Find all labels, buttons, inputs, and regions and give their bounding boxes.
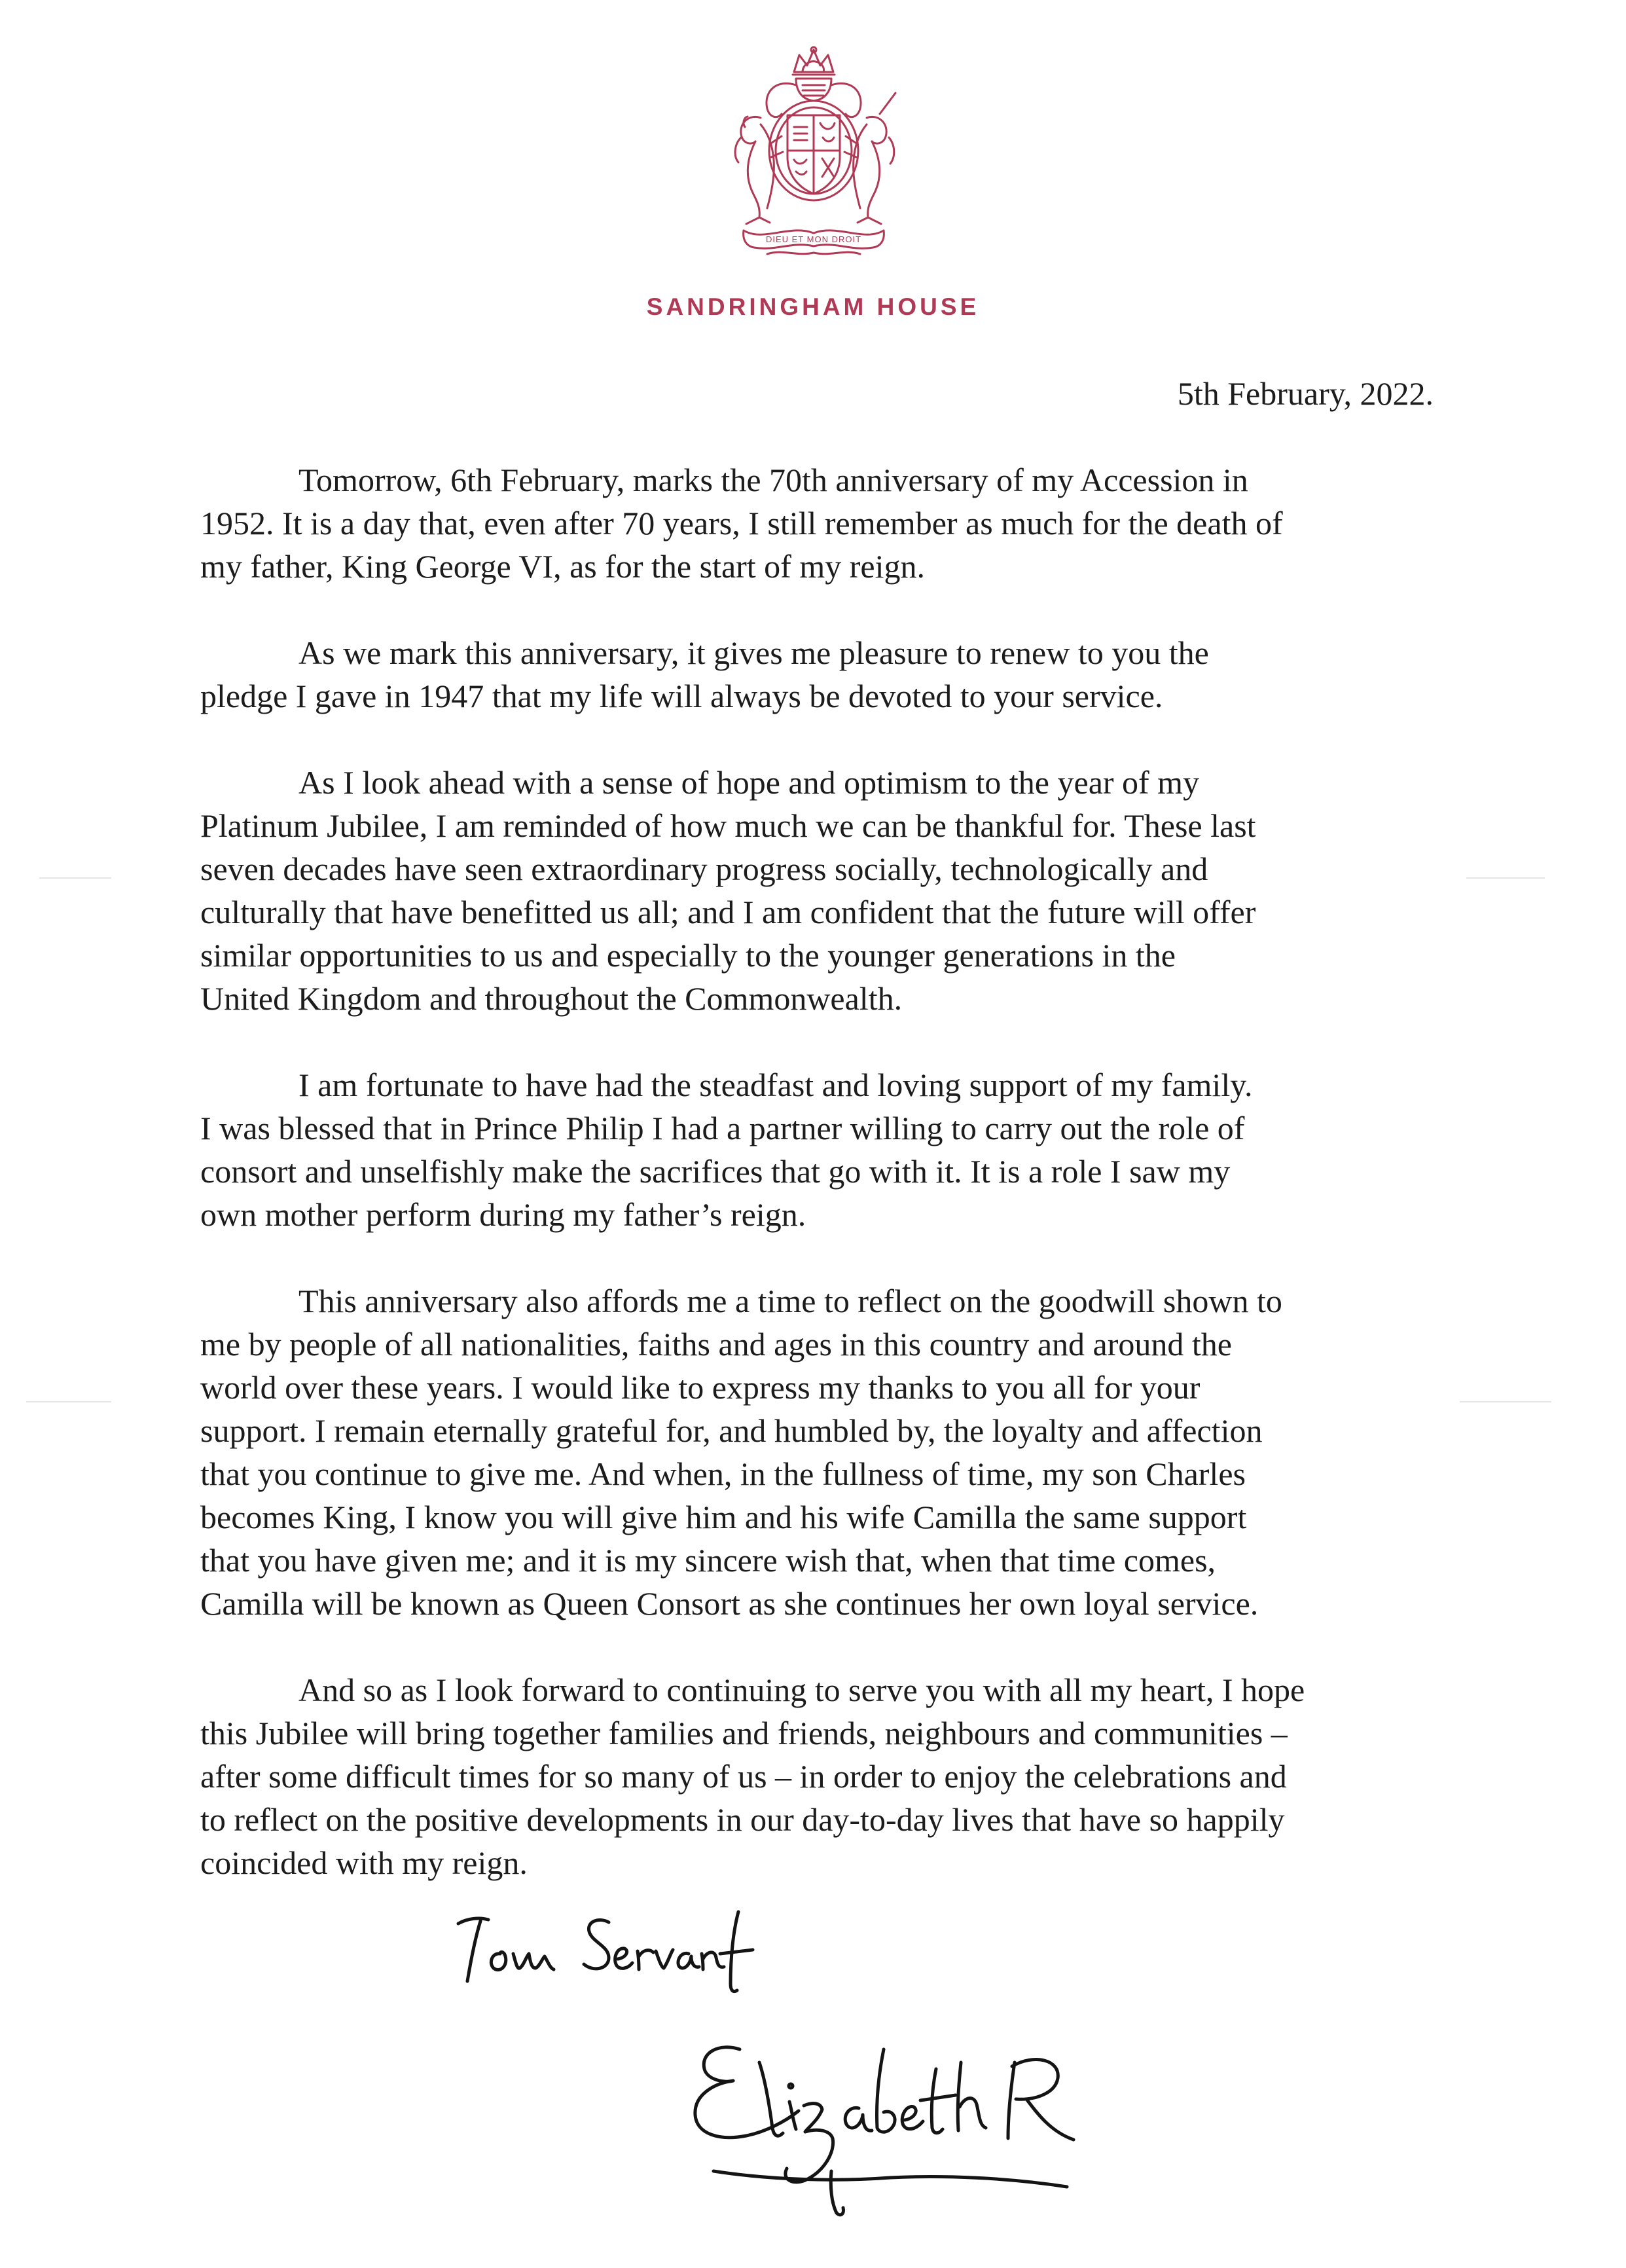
paragraph [200,458,1441,588]
body-line: becomes King, I know you will give him and his wife Camilla the same support [200,1499,1247,1535]
paragraph [200,1668,1441,1884]
body-line: Camilla will be known as Queen Consort as she continues her own loyal service. [200,1585,1259,1622]
body-line: As I look ahead with a sense of hope and optimism to the year of my [298,764,1200,801]
body-line: world over these years. I would like to express my thanks to you all for your [200,1369,1201,1406]
body-line: consort and unselfishly make the sacrifices that go with it. It is a role I saw my [200,1153,1231,1190]
body-line: this Jubilee will bring together families and friends, neighbours and communities – [200,1715,1288,1751]
body-line: my father, King George VI, as for the start of my reign. [200,548,925,585]
signature-elizabeth-r [668,2023,1126,2220]
body-line: own mother perform during my father’s reign. [200,1196,806,1233]
handwritten-closing [445,1886,838,2003]
paragraph [200,761,1441,1020]
body-line: that you continue to give me. And when, in the fullness of time, my son Charles [200,1455,1246,1492]
body-line: Platinum Jubilee, I am reminded of how much we can be thankful for. These last [200,807,1256,844]
paragraph [200,1063,1441,1236]
scan-artifact [1460,1401,1551,1402]
body-line: similar opportunities to us and especially to the younger generations in the [200,937,1176,974]
royal-crest-icon [704,46,923,262]
body-line: United Kingdom and throughout the Commonwealth. [200,980,903,1017]
letter-date: 5th February, 2022. [1177,375,1434,412]
body-line: after some difficult times for so many of us – in order to enjoy the celebrations and [200,1758,1287,1795]
paragraph [200,1279,1441,1625]
body-line: I am fortunate to have had the steadfast and loving support of my family. [298,1067,1253,1103]
scan-artifact [39,877,111,879]
body-line: me by people of all nationalities, faiths and ages in this country and around the [200,1326,1232,1363]
body-line: seven decades have seen extraordinary progress socially, technologically and [200,850,1208,887]
body-line: Tomorrow, 6th February, marks the 70th anniversary of my Accession in [298,462,1248,498]
svg-text:DIEU ET MON DROIT: DIEU ET MON DROIT [765,234,862,244]
body-line: coincided with my reign. [200,1844,528,1881]
letterhead-title: SANDRINGHAM HOUSE [646,293,980,320]
body-line: 1952. It is a day that, even after 70 years, I still remember as much for the death of [200,505,1283,541]
paragraph [200,631,1441,718]
body-line: And so as I look forward to continuing to serve you with all my heart, I hope [298,1672,1305,1708]
body-line: This anniversary also affords me a time to reflect on the goodwill shown to [298,1283,1282,1319]
body-line: to reflect on the positive developments in our day-to-day lives that have so happily [200,1801,1285,1838]
scan-artifact [1466,877,1545,879]
scan-artifact [26,1401,111,1402]
body-line: I was blessed that in Prince Philip I had a partner willing to carry out the role of [200,1110,1245,1146]
body-line: culturally that have benefitted us all; and I am confident that the future will offer [200,894,1256,930]
letter-body [200,458,1441,1928]
body-line: pledge I gave in 1947 that my life will always be devoted to your service. [200,678,1163,714]
body-line: As we mark this anniversary, it gives me pleasure to renew to you the [298,634,1209,671]
body-line: support. I remain eternally grateful for, and humbled by, the loyalty and affection [200,1412,1263,1449]
body-line: that you have given me; and it is my sincere wish that, when that time comes, [200,1542,1216,1579]
